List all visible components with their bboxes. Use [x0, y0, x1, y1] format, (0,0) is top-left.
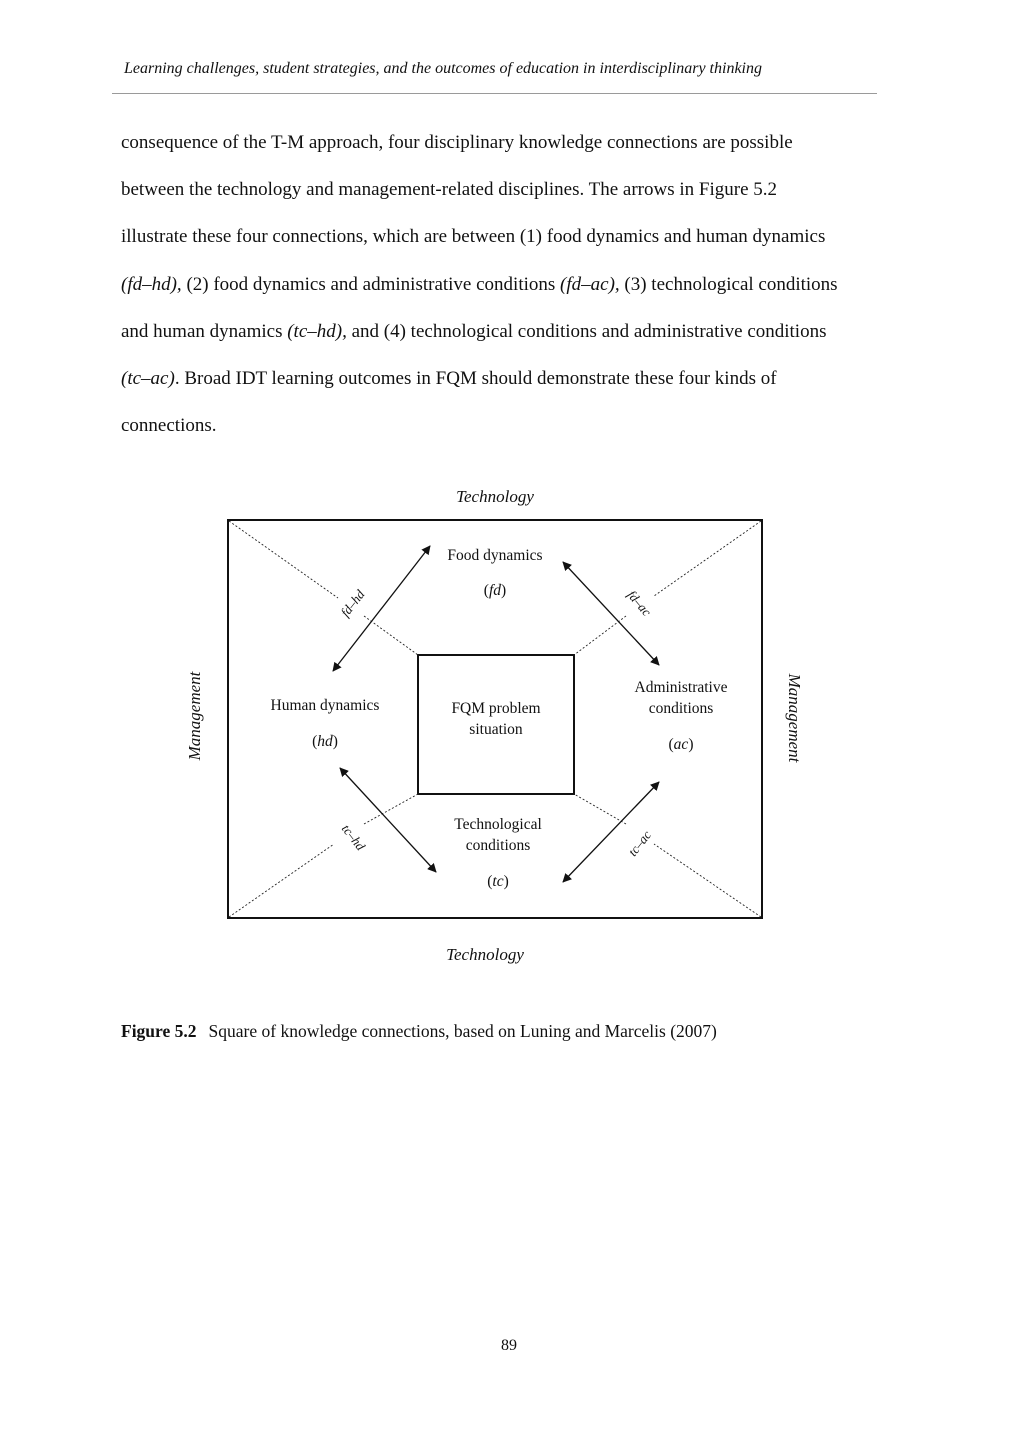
label-tc-ac: tc–ac — [624, 827, 655, 859]
center-label-line-1: FQM problem — [451, 700, 541, 717]
axis-top-label: Technology — [456, 487, 534, 506]
figure-number: Figure 5.2 — [121, 1021, 197, 1041]
label-fd-hd: fd–hd — [337, 586, 368, 620]
axis-left-label: Management — [185, 671, 204, 761]
body-text-segment: (2) food dynamics and administrative conditions — [181, 273, 561, 295]
body-line-5 — [121, 308, 911, 355]
tech-conditions-abbr: (tc) — [487, 873, 509, 890]
body-line-3 — [121, 213, 911, 260]
label-tc-hd: tc–hd — [338, 821, 369, 854]
food-dynamics-abbr: (fd) — [483, 582, 507, 599]
body-italic-fd-hd: (fd–hd), — [121, 273, 182, 295]
tech-conditions-line-2: conditions — [465, 837, 531, 854]
body-text-segment: consequence of the T-M approach, four disciplinary knowledge connections are possible — [121, 132, 793, 153]
human-dynamics-abbr-text: hd — [317, 733, 333, 750]
body-italic-fd-ac: (fd–ac), — [560, 273, 620, 295]
body-italic-tc-ac: (tc–ac) — [121, 368, 175, 390]
body-text-segment: (3) technological conditions — [619, 273, 838, 295]
diagonal-top-left-a — [229, 521, 338, 598]
diagonal-bottom-left-b — [364, 794, 418, 824]
body-line-6 — [121, 355, 911, 402]
diagonal-top-right-a — [654, 521, 761, 596]
admin-conditions-abbr-text: ac — [673, 736, 689, 753]
knowledge-square-diagram — [0, 470, 1018, 980]
body-text-segment: and human dynamics — [121, 320, 288, 342]
figure-caption-text: Square of knowledge connections, based on Luning and Marcelis (2007) — [208, 1021, 717, 1041]
human-dynamics-abbr: (hd) — [312, 733, 338, 750]
admin-conditions-line-1: Administrative — [634, 679, 728, 696]
food-dynamics-label: Food dynamics — [447, 547, 543, 564]
diagonal-bottom-right-b — [574, 794, 626, 824]
page-number: 89 — [501, 1337, 517, 1354]
body-line-2 — [121, 166, 911, 213]
food-dynamics-abbr-text: fd — [488, 582, 502, 599]
tech-conditions-line-1: Technological — [454, 816, 542, 833]
dashed-diagonals — [229, 521, 761, 917]
body-line-1 — [121, 119, 911, 166]
label-fd-ac: fd–ac — [624, 587, 655, 619]
body-text-segment: between the technology and management-related disciplines. The arrows in Figure 5.2 — [121, 179, 778, 201]
axis-bottom-label: Technology — [446, 945, 524, 964]
body-paragraph — [121, 119, 911, 449]
body-text-segment: and (4) technological conditions and administrative conditions — [346, 320, 827, 342]
running-header: Learning challenges, student strategies, and the outcomes of education in interdisciplinary thinking — [124, 60, 762, 77]
admin-conditions-line-2: conditions — [648, 700, 714, 717]
body-line-7 — [121, 402, 911, 449]
body-italic-tc-hd: (tc–hd), — [287, 320, 347, 342]
diagonal-top-left-b — [364, 616, 418, 655]
tech-conditions-abbr-text: tc — [492, 873, 504, 890]
body-text-segment: connections. — [121, 415, 217, 437]
body-line-4 — [121, 261, 911, 308]
body-text-segment: . Broad IDT learning outcomes in FQM should demonstrate these four kinds of — [174, 368, 777, 390]
arrow-tc-hd — [340, 768, 436, 872]
outer-square — [228, 520, 762, 918]
header-rule — [112, 93, 877, 94]
human-dynamics-label: Human dynamics — [270, 697, 380, 714]
body-text-segment: illustrate these four connections, which are between (1) food dynamics and human dynamics — [121, 226, 826, 248]
diagonal-bottom-left-a — [229, 844, 334, 917]
diagonal-bottom-right-a — [654, 844, 761, 917]
figure-caption — [121, 1021, 717, 1042]
admin-conditions-abbr: (ac) — [668, 736, 694, 753]
axis-right-label: Management — [785, 673, 804, 763]
center-label-line-2: situation — [469, 721, 523, 738]
